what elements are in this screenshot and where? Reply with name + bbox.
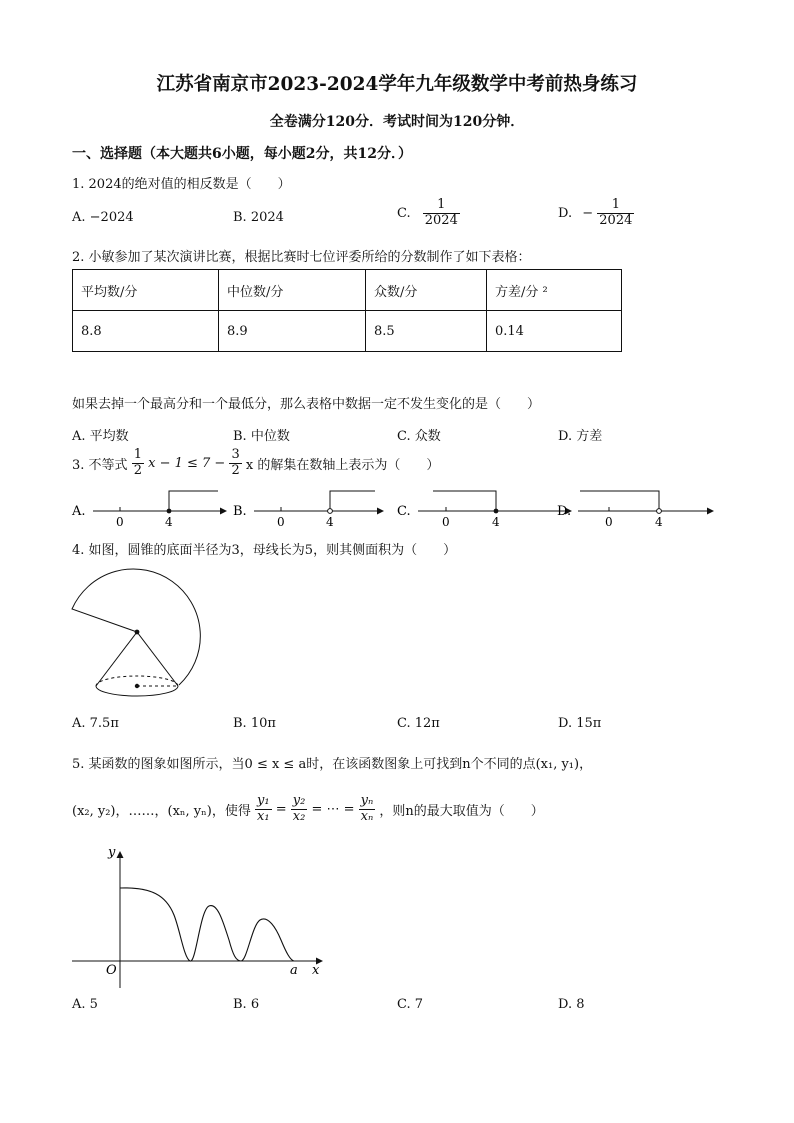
cone-sector <box>72 569 200 685</box>
q1-option-d-fraction <box>597 198 634 229</box>
q5-r1-numerator: y₁ <box>256 793 270 808</box>
q3-suffix: x 的解集在数轴上表示为（ ） <box>245 457 440 473</box>
graph-a-label: a <box>290 963 298 978</box>
table-cell: 8.5 <box>366 311 487 352</box>
q5-stem-end: ，则n的最大取值为（ ） <box>379 803 544 819</box>
q5-ratio-2 <box>291 794 308 825</box>
q1-option-b: B. 2024 <box>233 210 284 225</box>
q3-c-tick-0: 0 <box>442 515 450 529</box>
q4-option-b: B. 10π <box>233 716 276 731</box>
q3-d-tick-4: 4 <box>655 515 663 529</box>
q3-b-tick-0: 0 <box>277 515 285 529</box>
table-cell: 0.14 <box>487 311 622 352</box>
q3-f1-numerator: 1 <box>133 447 142 462</box>
q5-option-c: C. 7 <box>397 997 424 1012</box>
q4-option-d: D. 15π <box>558 716 602 731</box>
table-header-cell: 方差/分 ² <box>487 270 622 311</box>
page-title: 江苏省南京市2023-2024学年九年级数学中考前热身练习 <box>156 74 638 95</box>
table-cell: 8.9 <box>219 311 366 352</box>
q3-c-tick-4: 4 <box>492 515 500 529</box>
number-line-b <box>233 491 384 529</box>
q2-option-b: B. 中位数 <box>233 429 290 444</box>
q1-d-minus: − <box>582 205 594 221</box>
page-subtitle: 全卷满分120分．考试时间为120分钟． <box>269 114 525 130</box>
q4-stem: 4. 如图，圆锥的底面半径为3，母线长为5，则其侧面积为（ ） <box>72 543 457 558</box>
q5-option-b: B. 6 <box>233 997 260 1012</box>
table-cell: 8.8 <box>73 311 219 352</box>
q3-number-lines <box>60 485 730 530</box>
number-line-a <box>71 491 227 529</box>
q3-mid: x − 1 ≤ 7 − <box>148 455 226 471</box>
q5-eq-1: = <box>275 801 287 817</box>
q1-option-c-fraction <box>423 198 460 229</box>
q3-prefix: 3. 不等式 <box>72 457 128 473</box>
q1-d-denominator: 2024 <box>599 212 633 228</box>
q2-option-c: C. 众数 <box>397 429 441 444</box>
q5-stem-line1: 5. 某函数的图象如图所示，当0 ≤ x ≤ a时，在该函数图象上可找到n个不同的点(x₁, y₁)， <box>72 757 593 772</box>
cone-slant-left <box>96 632 137 686</box>
q3-a-tick-4: 4 <box>165 515 173 529</box>
q3-f1-denominator: 2 <box>133 462 142 478</box>
table-header-row <box>73 270 622 311</box>
q3-b-tick-4: 4 <box>326 515 334 529</box>
q1-d-numerator: 1 <box>597 198 634 214</box>
q5-points: (x₂, y₂)，……，(xₙ, yₙ)，使得 <box>72 803 251 819</box>
q3-label-d: D. <box>557 504 572 519</box>
cone-apex <box>135 630 140 635</box>
q5-eq-2: = ⋯ = <box>311 801 355 817</box>
q5-rn-denominator: xₙ <box>360 808 374 824</box>
q1-option-a: A. −2024 <box>72 210 134 225</box>
q3-label-a: A. <box>72 504 86 519</box>
q1-option-d-label: D. <box>558 205 573 221</box>
q3-fraction-2 <box>229 448 241 479</box>
function-graph <box>66 840 336 990</box>
section-heading: 一、选择题（本大题共6小题，每小题2分，共12分．） <box>72 146 412 162</box>
q3-a-tick-0: 0 <box>116 515 124 529</box>
function-curve <box>120 888 294 961</box>
q2-option-a: A. 平均数 <box>72 429 129 444</box>
q1-option-c-label: C. <box>397 205 411 221</box>
q3-fraction-1 <box>132 448 144 479</box>
table-header-cell: 平均数/分 <box>73 270 219 311</box>
table-header-cell: 中位数/分 <box>219 270 366 311</box>
table-header-cell: 众数/分 <box>366 270 487 311</box>
cone-base-center <box>135 684 139 688</box>
q5-ratio-1 <box>255 794 272 825</box>
q2-option-d: D. 方差 <box>558 429 603 444</box>
q5-r1-denominator: x₁ <box>256 808 270 824</box>
q5-r2-numerator: y₂ <box>292 793 306 808</box>
q3-label-b: B. <box>233 504 247 519</box>
q2-stem: 2. 小敏参加了某次演讲比赛，根据比赛时七位评委所给的分数制作了如下表格： <box>72 250 531 265</box>
q3-label-c: C. <box>397 504 411 519</box>
graph-x-label: x <box>312 963 320 978</box>
cone-figure <box>66 560 216 705</box>
q1-option-c <box>397 198 460 229</box>
number-line-c <box>397 491 572 529</box>
q3-f2-denominator: 2 <box>231 462 240 478</box>
q1-c-numerator: 1 <box>423 198 460 214</box>
q3-stem <box>72 448 439 479</box>
q3-f2-numerator: 3 <box>231 447 240 462</box>
q5-rn-numerator: yₙ <box>360 793 374 808</box>
q4-option-a: A. 7.5π <box>72 716 119 731</box>
q1-stem: 1. 2024的绝对值的相反数是（ ） <box>72 177 291 192</box>
q5-ratio-n <box>359 794 376 825</box>
q5-r2-denominator: x₂ <box>292 808 306 824</box>
score-table <box>72 269 622 352</box>
q5-option-a: A. 5 <box>72 997 98 1012</box>
cone-slant-right <box>137 632 178 686</box>
table-row <box>73 311 622 352</box>
q5-stem-line2 <box>72 794 544 825</box>
q1-option-d <box>558 198 634 229</box>
q2-question: 如果去掉一个最高分和一个最低分，那么表格中数据一定不发生变化的是（ ） <box>72 397 541 412</box>
q1-c-denominator: 2024 <box>424 212 458 228</box>
q4-option-c: C. 12π <box>397 716 440 731</box>
q3-d-tick-0: 0 <box>605 515 613 529</box>
graph-origin-label: O <box>106 963 117 978</box>
graph-y-label: y <box>108 845 116 860</box>
q5-option-d: D. 8 <box>558 997 585 1012</box>
number-line-d <box>557 491 714 529</box>
